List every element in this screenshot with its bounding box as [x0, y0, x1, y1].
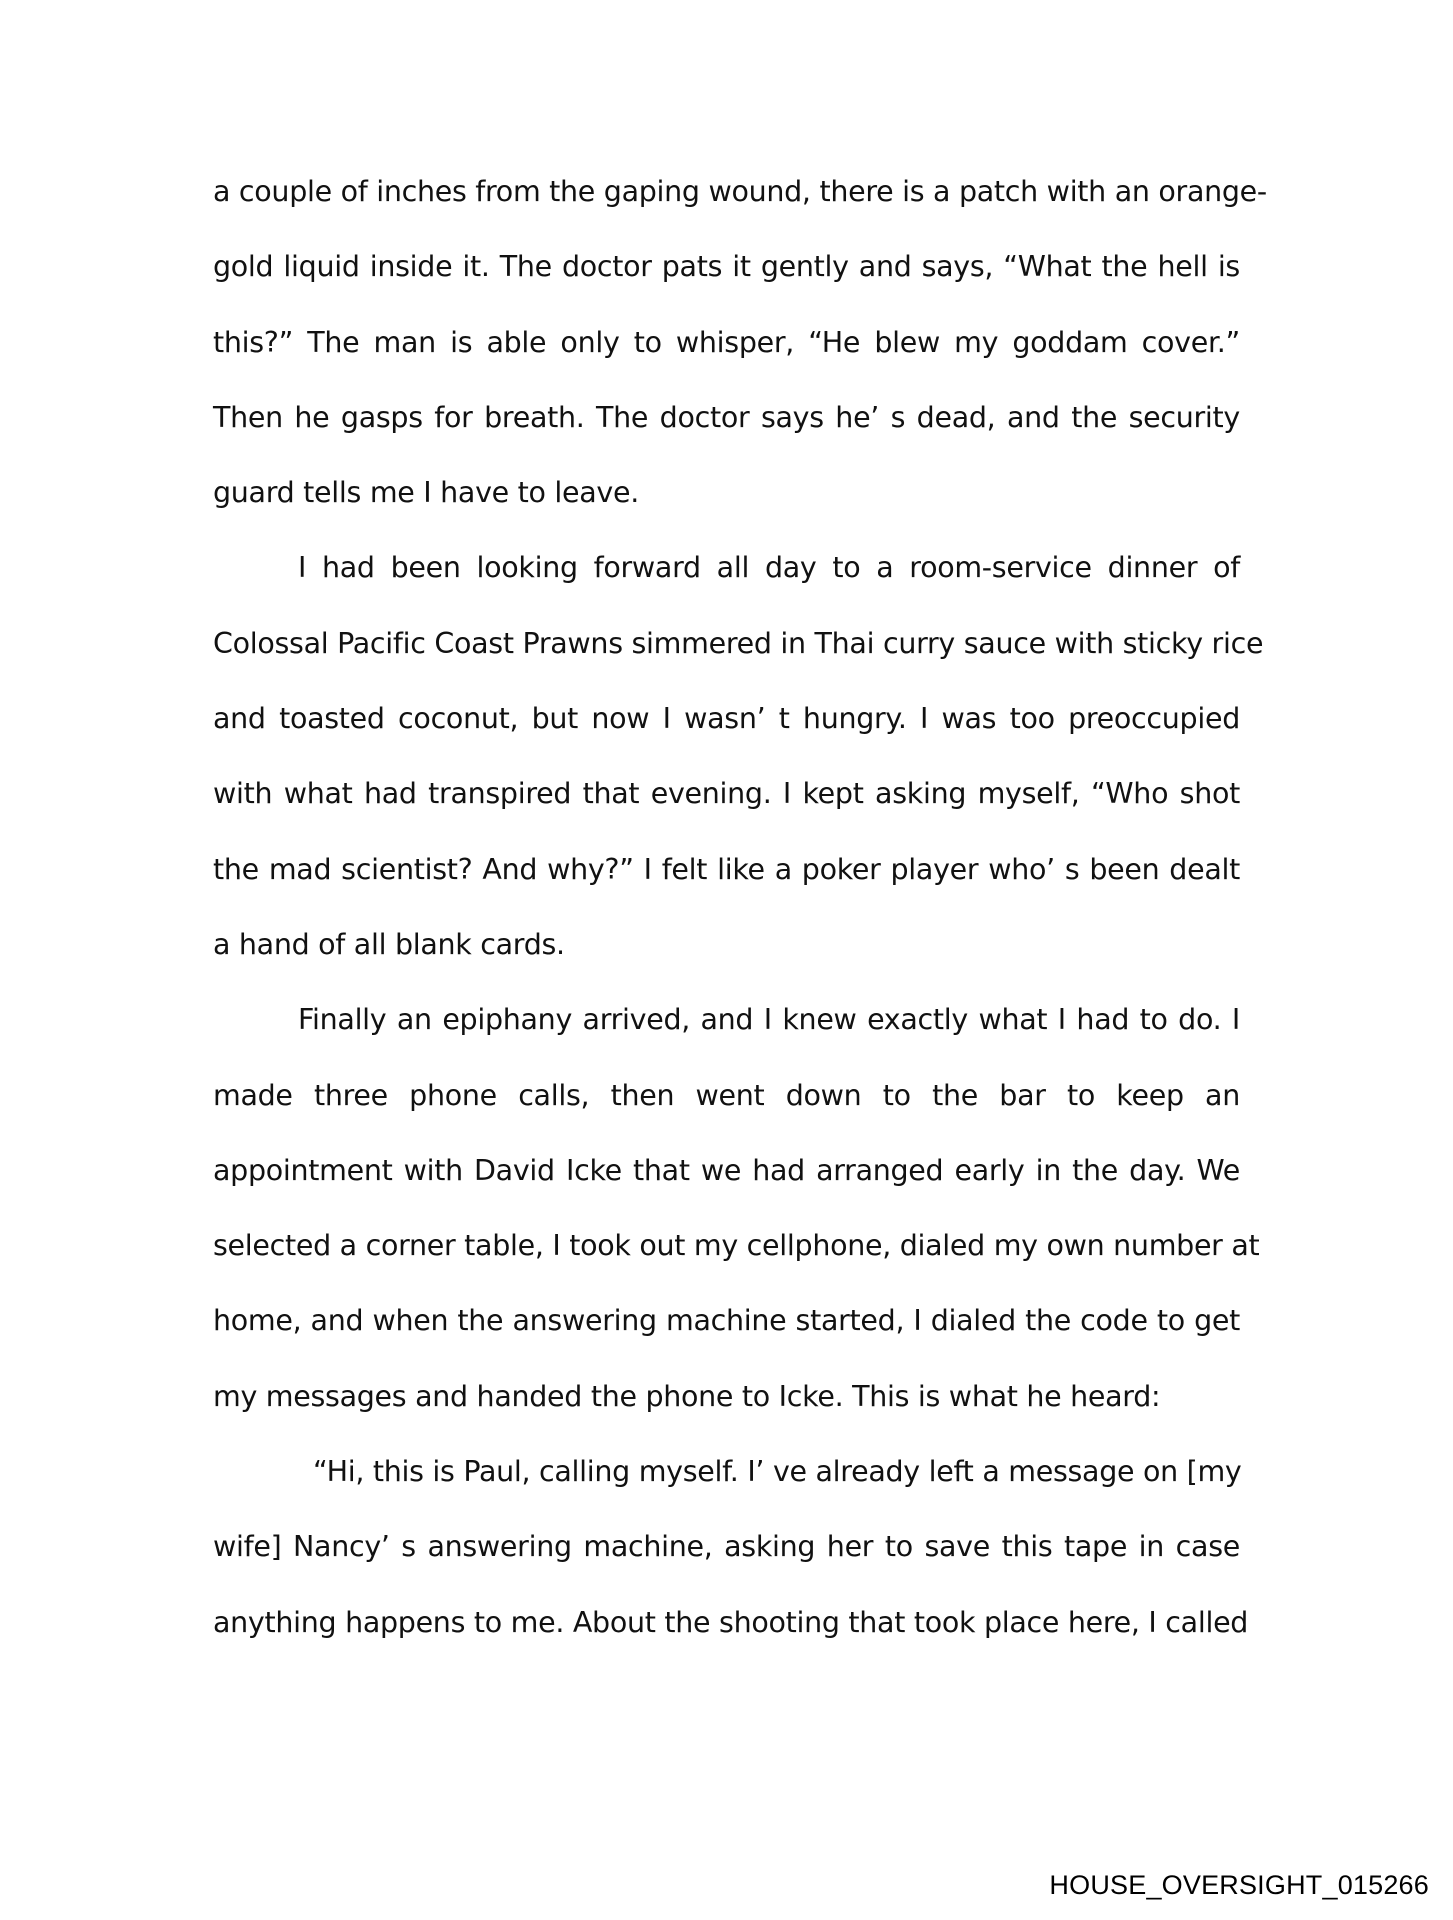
text-line: guard tells me I have to leave. — [213, 476, 639, 510]
text-line: my messages and handed the phone to Icke. This is what he heard: — [213, 1379, 1161, 1413]
text-line: a couple of inches from the gaping wound, there is a patch with an orange- — [213, 175, 1267, 208]
text-line: wife] Nancy’ s answering machine, asking her to save this tape in case — [213, 1530, 1240, 1564]
text-line: made three phone calls, then went down to the bar to keep an — [213, 1078, 1240, 1112]
text-line: the mad scientist? And why?” I felt like a poker player who’ s been dealt — [213, 852, 1240, 886]
text-line: selected a corner table, I took out my cellphone, dialed my own number at — [213, 1229, 1260, 1263]
text-line: and toasted coconut, but now I wasn’ t hungry. I was too preoccupied — [213, 702, 1240, 736]
text-line: appointment with David Icke that we had arranged early in the day. We — [213, 1153, 1240, 1187]
text-line: with what had transpired that evening. I kept asking myself, “Who shot — [213, 777, 1240, 811]
body-text — [213, 172, 1267, 1678]
text-line: Colossal Pacific Coast Prawns simmered in Thai curry sauce with sticky rice — [213, 626, 1264, 660]
text-line: this?” The man is able only to whisper, “He blew my goddam cover.” — [213, 325, 1240, 359]
text-line: anything happens to me. About the shooting that took place here, I called — [213, 1605, 1249, 1639]
text-line: home, and when the answering machine started, I dialed the code to get — [213, 1304, 1240, 1338]
text-line: a hand of all blank cards. — [213, 927, 565, 961]
text-line: Then he gasps for breath. The doctor says he’ s dead, and the security — [213, 400, 1240, 434]
bates-number: HOUSE_OVERSIGHT_015266 — [1049, 1870, 1429, 1900]
text-line: “Hi, this is Paul, calling myself. I’ ve already left a message on [my — [313, 1455, 1242, 1489]
text-line: gold liquid inside it. The doctor pats it gently and says, “What the hell is — [213, 250, 1240, 284]
text-line: I had been looking forward all day to a room-service dinner of — [298, 551, 1240, 585]
text-line: Finally an epiphany arrived, and I knew exactly what I had to do. I — [298, 1003, 1240, 1037]
